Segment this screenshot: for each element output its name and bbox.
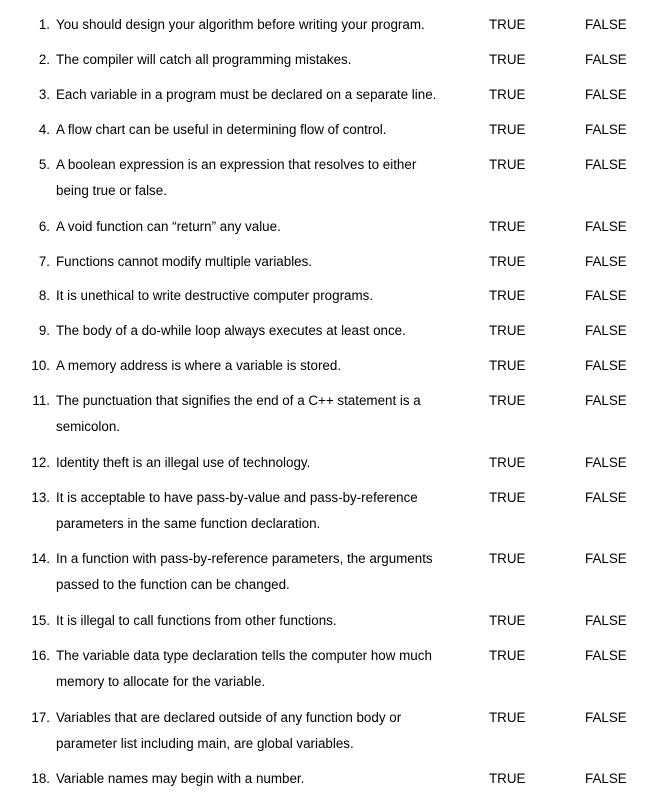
true-option[interactable]: TRUE (489, 219, 526, 234)
question-number: 18. (31, 771, 50, 786)
question-text-line: parameters in the same function declaration. (56, 516, 321, 531)
question-text (56, 546, 456, 598)
question-number: 5. (38, 157, 50, 172)
false-option[interactable]: FALSE (585, 17, 627, 32)
question-text (56, 353, 456, 379)
question-text-line: Variable names may begin with a number. (56, 771, 305, 786)
true-option[interactable]: TRUE (489, 157, 526, 172)
question-text-line: It is unethical to write destructive computer programs. (56, 288, 374, 303)
question-number: 9. (38, 323, 50, 338)
question-number: 13. (31, 490, 50, 505)
true-option[interactable]: TRUE (489, 393, 526, 408)
false-option[interactable]: FALSE (585, 323, 627, 338)
false-option[interactable]: FALSE (585, 490, 627, 505)
true-option[interactable]: TRUE (489, 490, 526, 505)
question-text-line: semicolon. (56, 419, 121, 434)
question-number: 3. (38, 87, 50, 102)
true-option[interactable]: TRUE (489, 52, 526, 67)
false-option[interactable]: FALSE (585, 219, 627, 234)
true-option[interactable]: TRUE (489, 455, 526, 470)
question-text (56, 705, 456, 757)
question-text-line: In a function with pass-by-reference parameters, the arguments (56, 551, 433, 566)
question-number: 17. (31, 710, 50, 725)
question-text-line: A boolean expression is an expression that resolves to either (56, 157, 417, 172)
question-text (56, 152, 456, 204)
question-text (56, 766, 456, 792)
question-text (56, 643, 456, 695)
question-number: 16. (31, 648, 50, 663)
question-text (56, 450, 456, 476)
question-text (56, 283, 456, 309)
true-option[interactable]: TRUE (489, 613, 526, 628)
true-option[interactable]: TRUE (489, 87, 526, 102)
question-text-line: being true or false. (56, 183, 167, 198)
question-number: 4. (38, 122, 50, 137)
false-option[interactable]: FALSE (585, 254, 627, 269)
question-text-line: Functions cannot modify multiple variables. (56, 254, 313, 269)
question-text-line: It is acceptable to have pass-by-value and pass-by-reference (56, 490, 418, 505)
false-option[interactable]: FALSE (585, 710, 627, 725)
true-option[interactable]: TRUE (489, 254, 526, 269)
question-number: 1. (38, 17, 50, 32)
true-option[interactable]: TRUE (489, 17, 526, 32)
question-text (56, 82, 456, 108)
question-text-line: Each variable in a program must be declared on a separate line. (56, 87, 437, 102)
true-option[interactable]: TRUE (489, 551, 526, 566)
question-number: 11. (32, 393, 50, 408)
question-text-line: Variables that are declared outside of any function body or (56, 710, 402, 725)
false-option[interactable]: FALSE (585, 122, 627, 137)
question-text (56, 12, 456, 38)
question-text-line: The body of a do-while loop always executes at least once. (56, 323, 406, 338)
false-option[interactable]: FALSE (585, 613, 627, 628)
false-option[interactable]: FALSE (585, 551, 627, 566)
question-text-line: The variable data type declaration tells the computer how much (56, 648, 432, 663)
question-text (56, 117, 456, 143)
false-option[interactable]: FALSE (585, 771, 627, 786)
question-text-line: A flow chart can be useful in determining flow of control. (56, 122, 387, 137)
question-number: 7. (38, 254, 50, 269)
question-number: 14. (31, 551, 50, 566)
question-text (56, 249, 456, 275)
true-option[interactable]: TRUE (489, 771, 526, 786)
true-option[interactable]: TRUE (489, 288, 526, 303)
question-text (56, 214, 456, 240)
question-number: 12. (31, 455, 50, 470)
question-number: 15. (31, 613, 50, 628)
false-option[interactable]: FALSE (585, 358, 627, 373)
question-number: 2. (38, 52, 50, 67)
question-text-line: memory to allocate for the variable. (56, 674, 266, 689)
question-text-line: You should design your algorithm before writing your program. (56, 17, 425, 32)
true-option[interactable]: TRUE (489, 710, 526, 725)
false-option[interactable]: FALSE (585, 393, 627, 408)
false-option[interactable]: FALSE (585, 157, 627, 172)
question-text-line: The compiler will catch all programming mistakes. (56, 52, 352, 67)
false-option[interactable]: FALSE (585, 648, 627, 663)
question-number: 6. (38, 219, 50, 234)
question-text-line: A memory address is where a variable is stored. (56, 358, 342, 373)
true-option[interactable]: TRUE (489, 122, 526, 137)
question-number: 10. (31, 358, 50, 373)
question-text-line: A void function can “return” any value. (56, 219, 281, 234)
true-option[interactable]: TRUE (489, 648, 526, 663)
false-option[interactable]: FALSE (585, 52, 627, 67)
false-option[interactable]: FALSE (585, 87, 627, 102)
question-text (56, 485, 456, 537)
false-option[interactable]: FALSE (585, 288, 627, 303)
question-text-line: parameter list including main, are global variables. (56, 736, 354, 751)
question-number: 8. (38, 288, 50, 303)
true-option[interactable]: TRUE (489, 323, 526, 338)
question-text (56, 608, 456, 634)
question-text (56, 47, 456, 73)
false-option[interactable]: FALSE (585, 455, 627, 470)
question-text (56, 318, 456, 344)
question-text-line: Identity theft is an illegal use of technology. (56, 455, 311, 470)
question-text (56, 388, 456, 440)
question-text-line: passed to the function can be changed. (56, 577, 290, 592)
true-option[interactable]: TRUE (489, 358, 526, 373)
question-text-line: The punctuation that signifies the end of a C++ statement is a (56, 393, 421, 408)
question-text-line: It is illegal to call functions from other functions. (56, 613, 337, 628)
